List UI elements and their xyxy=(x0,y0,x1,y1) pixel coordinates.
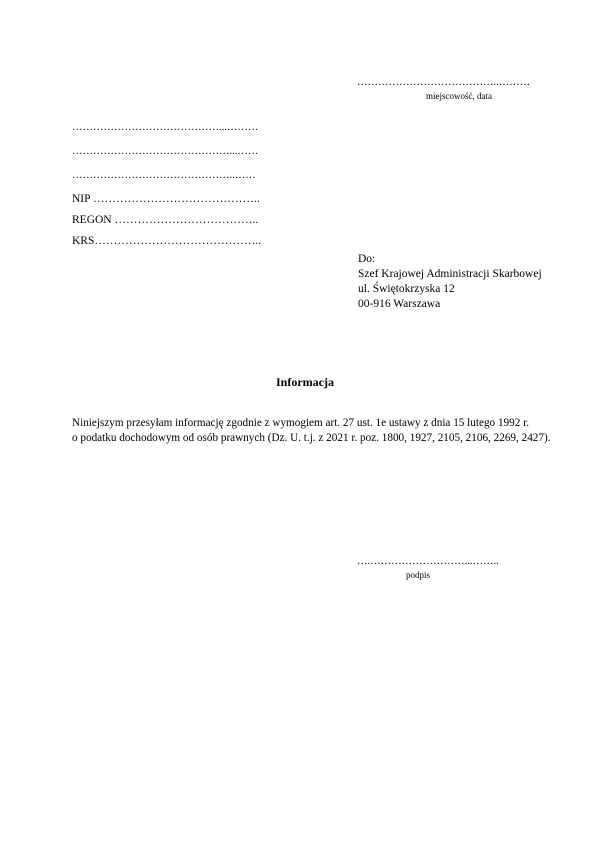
sender-line-2[interactable]: ………………………………………...…… xyxy=(72,146,259,157)
recipient-name: Szef Krajowej Administracji Skarbowej xyxy=(358,268,542,280)
sender-line-1[interactable]: ……………………………………...……… xyxy=(72,122,259,133)
body-line-2: o podatku dochodowym od osób prawnych (Dz. U. t.j. z 2021 r. poz. 1800, 1927, 2105, 2106, 2269, 2427). xyxy=(72,432,551,444)
document-title: Informacja xyxy=(276,375,334,389)
recipient-block xyxy=(358,252,542,312)
signature-label: podpis xyxy=(406,570,431,580)
place-date-label: miejscowość, data xyxy=(426,91,492,101)
recipient-city: 00-916 Warszawa xyxy=(358,298,441,310)
regon-field[interactable]: REGON ……………………………….. xyxy=(72,214,259,226)
sender-line-3[interactable]: ………………………………………..…… xyxy=(72,170,256,181)
recipient-street: ul. Świętokrzyska 12 xyxy=(358,283,455,295)
document-body xyxy=(72,416,551,446)
place-date-line[interactable]: …………………………………..……… xyxy=(357,77,531,88)
body-line-1: Niniejszym przesyłam informację zgodnie z wymogiem art. 27 ust. 1e ustawy z dnia 15 lutego 1992 r. xyxy=(72,417,530,429)
krs-field[interactable]: KRS…………………………………….. xyxy=(72,235,262,247)
nip-field[interactable]: NIP …………………………………….. xyxy=(72,193,260,205)
recipient-to: Do: xyxy=(358,253,376,265)
signature-line[interactable]: ….………………………...…….. xyxy=(357,556,499,567)
